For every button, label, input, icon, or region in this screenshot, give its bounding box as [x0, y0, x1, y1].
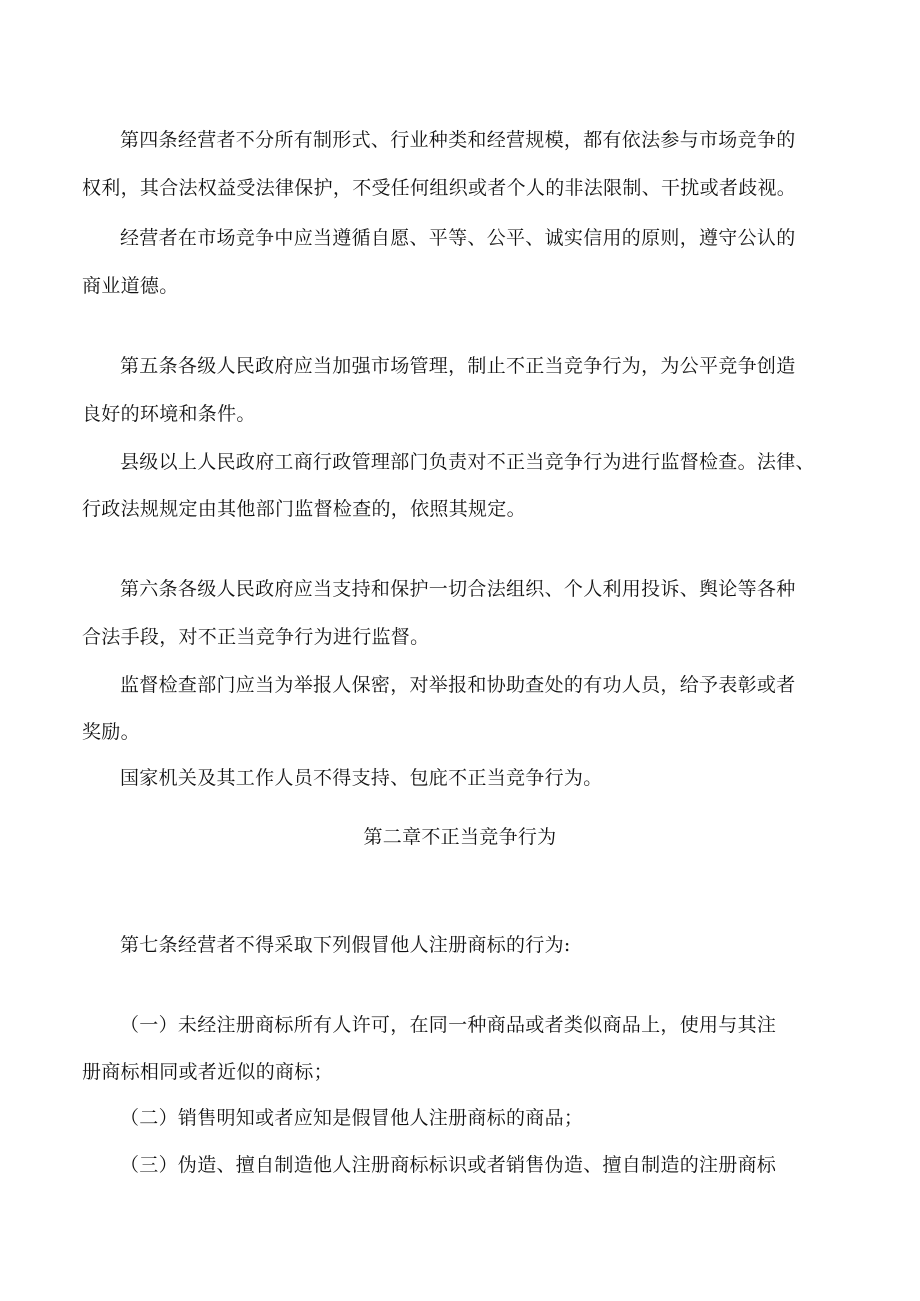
article4-para1-line1: 第四条经营者不分所有制形式、行业种类和经营规模，都有依法参与市场竞争的 — [120, 129, 796, 151]
article6-para1-line2: 合法手段，对不正当竞争行为进行监督。 — [82, 626, 430, 648]
article6-para2-line2: 奖励。 — [82, 721, 140, 743]
article6-para3-line1: 国家机关及其工作人员不得支持、包庇不正当竞争行为。 — [120, 767, 603, 789]
article5-para1-line2: 良好的环境和条件。 — [82, 403, 256, 425]
article6-para1-line1: 第六条各级人民政府应当支持和保护一切合法组织、个人利用投诉、舆论等各种 — [120, 578, 796, 600]
article5-para2-line2: 行政法规规定由其他部门监督检查的，依照其规定。 — [82, 498, 526, 520]
article4-para1-line2: 权利，其合法权益受法律保护，不受任何组织或者个人的非法限制、干扰或者歧视。 — [82, 177, 797, 199]
article7-item1-line2: 册商标相同或者近似的商标； — [82, 1061, 333, 1083]
article4-para2-line2: 商业道德。 — [82, 275, 179, 297]
article6-para2-line1: 监督检查部门应当为举报人保密，对举报和协助查处的有功人员，给予表彰或者 — [120, 674, 796, 696]
article5-para1-line1: 第五条各级人民政府应当加强市场管理，制止不正当竞争行为，为公平竞争创造 — [120, 355, 796, 377]
article7-intro: 第七条经营者不得采取下列假冒他人注册商标的行为: — [120, 934, 571, 956]
article7-item3-line1: （三）伪造、擅自制造他人注册商标标识或者销售伪造、擅自制造的注册商标 — [120, 1154, 777, 1176]
article7-item1-line1: （一）未经注册商标所有人许可，在同一种商品或者类似商品上，使用与其注 — [120, 1014, 777, 1036]
chapter-heading: 第二章不正当竞争行为 — [363, 826, 557, 848]
article7-item2-line1: （二）销售明知或者应知是假冒他人注册商标的商品； — [120, 1107, 584, 1129]
article4-para2-line1: 经营者在市场竞争中应当遵循自愿、平等、公平、诚实信用的原则，遵守公认的 — [120, 227, 796, 249]
article5-para2-line1: 县级以上人民政府工商行政管理部门负责对不正当竞争行为进行监督检查。法律、 — [120, 451, 815, 473]
